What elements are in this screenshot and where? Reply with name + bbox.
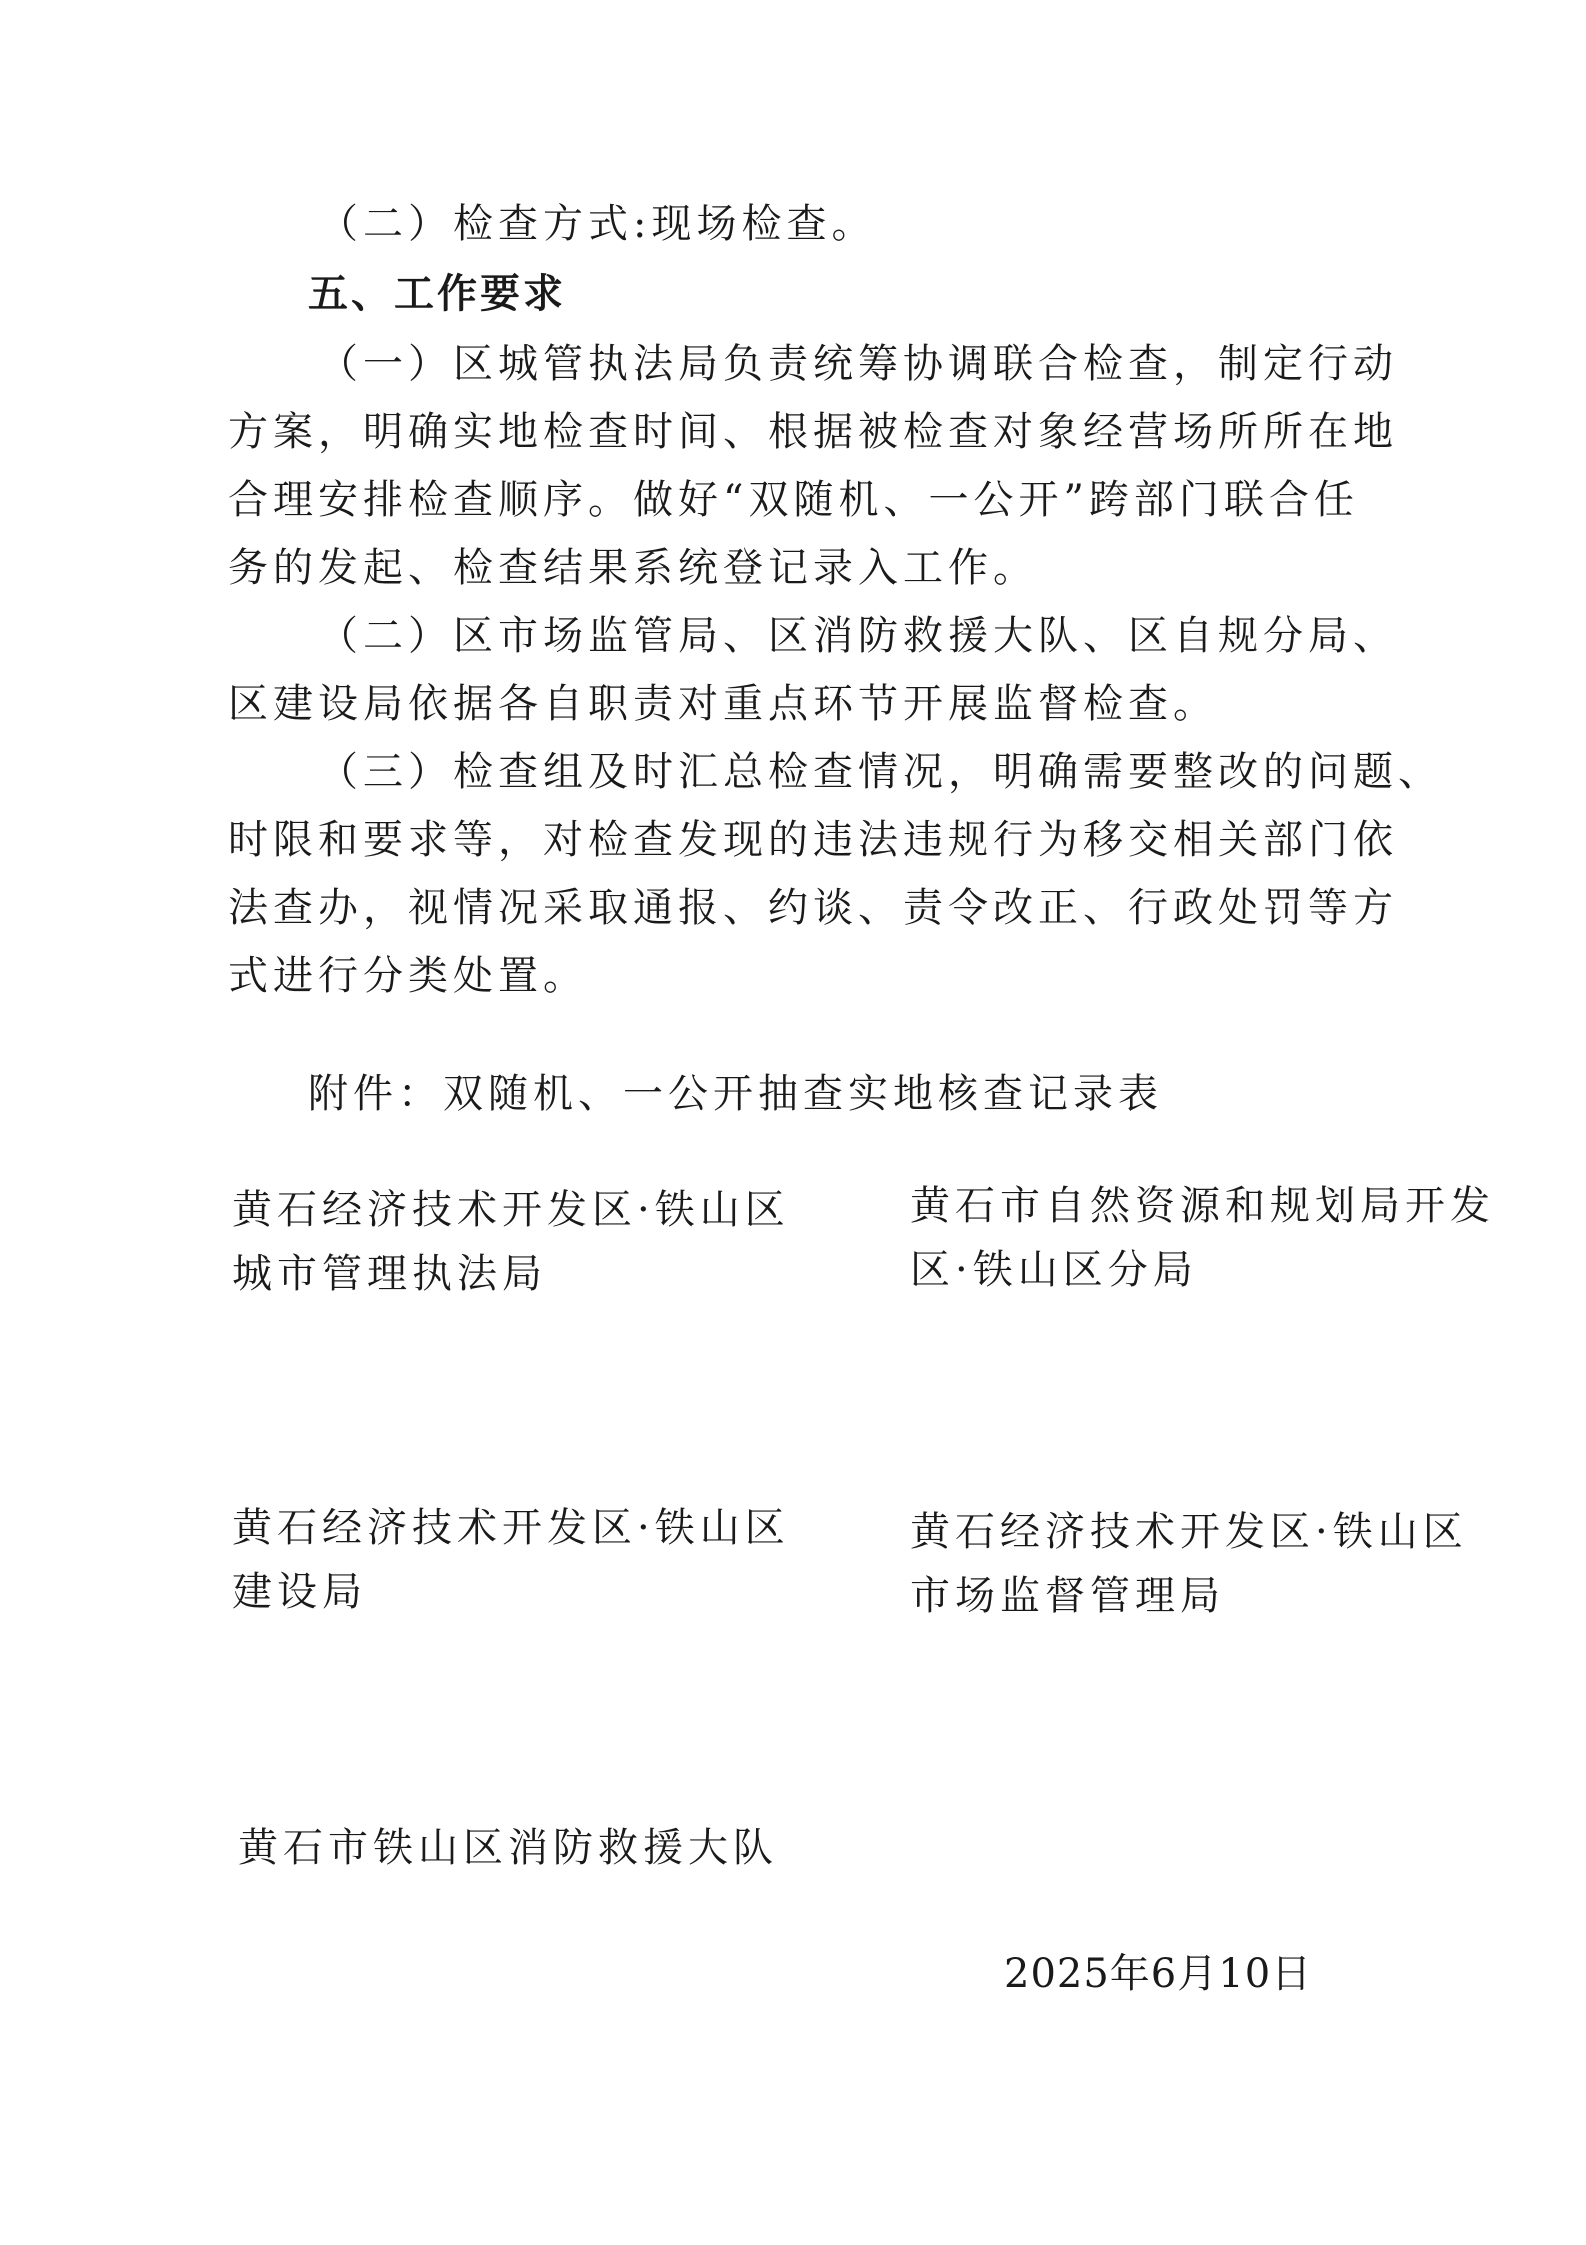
section-heading-work-requirements: 五、工作要求 xyxy=(308,271,566,317)
requirement-1-line-2: 方案，明确实地检查时间、根据被检查对象经营场所所在地 xyxy=(228,409,1398,455)
signature-2-line-1: 黄石市自然资源和规划局开发 xyxy=(910,1183,1495,1229)
requirement-1-line-1: （一）区城管执法局负责统筹协调联合检查，制定行动 xyxy=(318,341,1398,387)
signature-2-line-2: 区·铁山区分局 xyxy=(910,1247,1198,1293)
requirement-2-line-2: 区建设局依据各自职责对重点环节开展监督检查。 xyxy=(228,681,1218,727)
attachment-note: 附件：双随机、一公开抽查实地核查记录表 xyxy=(308,1071,1163,1117)
signature-3-line-1: 黄石经济技术开发区·铁山区 xyxy=(232,1505,790,1551)
signature-fire-rescue: 黄石市铁山区消防救援大队 xyxy=(238,1825,778,1871)
signature-1-line-2: 城市管理执法局 xyxy=(232,1251,547,1297)
signature-4-line-2: 市场监督管理局 xyxy=(910,1573,1225,1619)
requirement-3-line-4: 式进行分类处置。 xyxy=(228,953,588,999)
signature-4-line-1: 黄石经济技术开发区·铁山区 xyxy=(910,1509,1468,1555)
signature-1-line-1: 黄石经济技术开发区·铁山区 xyxy=(232,1187,790,1233)
requirement-1-line-4: 务的发起、检查结果系统登记录入工作。 xyxy=(228,545,1038,591)
requirement-3-line-1: （三）检查组及时汇总检查情况，明确需要整改的问题、 xyxy=(318,749,1443,795)
requirement-2-line-1: （二）区市场监管局、区消防救援大队、区自规分局、 xyxy=(318,613,1398,659)
document-date: 2025年6月10日 xyxy=(1004,1951,1313,1997)
requirement-1-line-3: 合理安排检查顺序。做好“双随机、一公开”跨部门联合任 xyxy=(228,477,1359,523)
requirement-3-line-2: 时限和要求等，对检查发现的违法违规行为移交相关部门依 xyxy=(228,817,1398,863)
signature-3-line-2: 建设局 xyxy=(232,1569,367,1615)
inspection-method-line: （二）检查方式:现场检查。 xyxy=(318,201,877,247)
requirement-3-line-3: 法查办，视情况采取通报、约谈、责令改正、行政处罚等方 xyxy=(228,885,1398,931)
